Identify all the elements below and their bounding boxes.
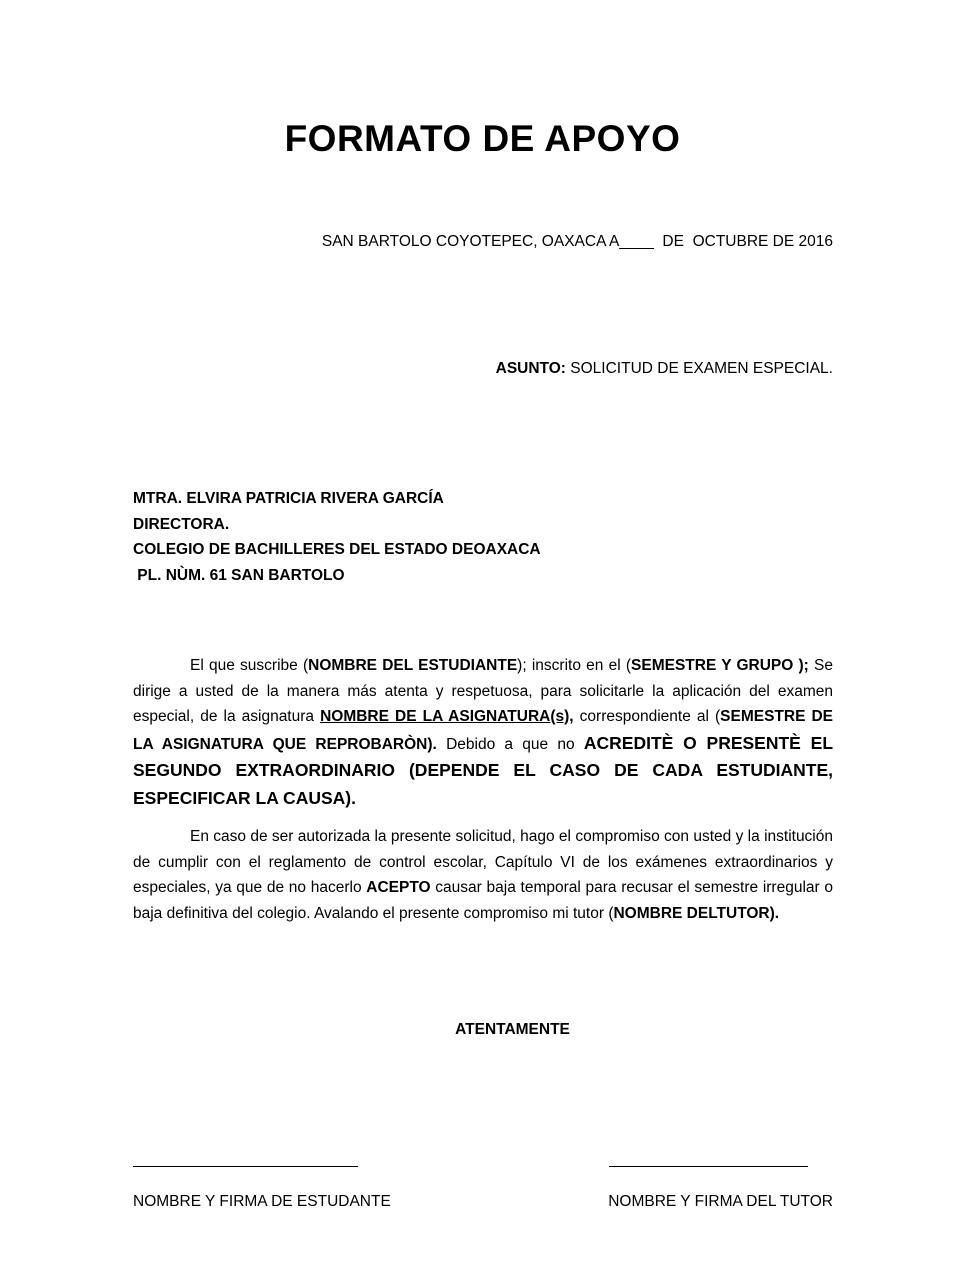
p1-student-name-placeholder: NOMBRE DEL ESTUDIANTE [308, 657, 518, 674]
closing: ATENTAMENTE [455, 1021, 570, 1038]
p1-text-5: Debido a que no [436, 735, 584, 753]
student-signature-label: NOMBRE Y FIRMA DE ESTUDANTE [133, 1193, 391, 1210]
p1-text-4: correspondiente al ( [573, 708, 721, 725]
p1-text-3: Se dirige a usted de la manera más atenta y respetuosa, para solicitarle la aplicación del examen especial, de la asignatura [133, 657, 833, 725]
recipient-name: MTRA. ELVIRA PATRICIA RIVERA GARCÍA [133, 490, 444, 507]
p2-accept: ACEPTO [366, 879, 431, 896]
subject-line [496, 360, 833, 378]
p2-text-1: En caso de ser autorizada la presente solicitud, hago el compromiso con usted y la institución de cumplir con el reglamento de control escolar, Capítulo VI de los exámenes extraordinarios y especiales, ya que de no hacerlo [133, 828, 833, 896]
p1-text-2: ); inscrito en el ( [517, 657, 632, 674]
dateline: SAN BARTOLO COYOTEPEC, OAXACA A____ DE OCTUBRE DE 2016 [321, 233, 833, 250]
recipient-title: DIRECTORA. [133, 515, 230, 533]
paragraph-commitment [133, 824, 833, 926]
subject-text: SOLICITUD DE EXAMEN ESPECIAL. [570, 360, 833, 377]
paragraph-request [133, 653, 833, 812]
tutor-signature-label: NOMBRE Y FIRMA DEL TUTOR [608, 1193, 833, 1210]
recipient-block [133, 486, 541, 588]
document-title: FORMATO DE APOYO [284, 118, 681, 159]
subject-label: ASUNTO: [495, 360, 566, 377]
p2-tutor-name-placeholder: NOMBRE DELTUTOR). [613, 904, 780, 922]
letter-body [133, 653, 833, 926]
p1-semester-group-placeholder: SEMESTRE Y GRUPO ); [631, 657, 809, 674]
tutor-signature-line [609, 1166, 808, 1167]
p1-cause-placeholder: ACREDITÈ O PRESENTÈ EL SEGUNDO EXTRAORDINARIO (DEPENDE EL CASO DE CADA ESTUDIANTE, ESPECIFICAR LA CAUSA). [133, 732, 834, 808]
recipient-institution: COLEGIO DE BACHILLERES DEL ESTADO DEOAXACA [133, 541, 541, 558]
p1-text-1: El que suscribe ( [190, 657, 309, 674]
recipient-campus: PL. NÙM. 61 SAN BARTOLO [133, 566, 345, 584]
p1-subject-semester-placeholder: SEMESTRE DE LA ASIGNATURA QUE REPROBARÒN). [133, 708, 834, 753]
p2-text-2: causar baja temporal para recusar el semestre irregular o baja definitiva del colegio. Avalando el presente compromiso mi tutor ( [133, 879, 833, 922]
student-signature-line [133, 1166, 358, 1167]
p1-subject-name-placeholder: NOMBRE DE LA ASIGNATURA(s), [320, 708, 574, 725]
